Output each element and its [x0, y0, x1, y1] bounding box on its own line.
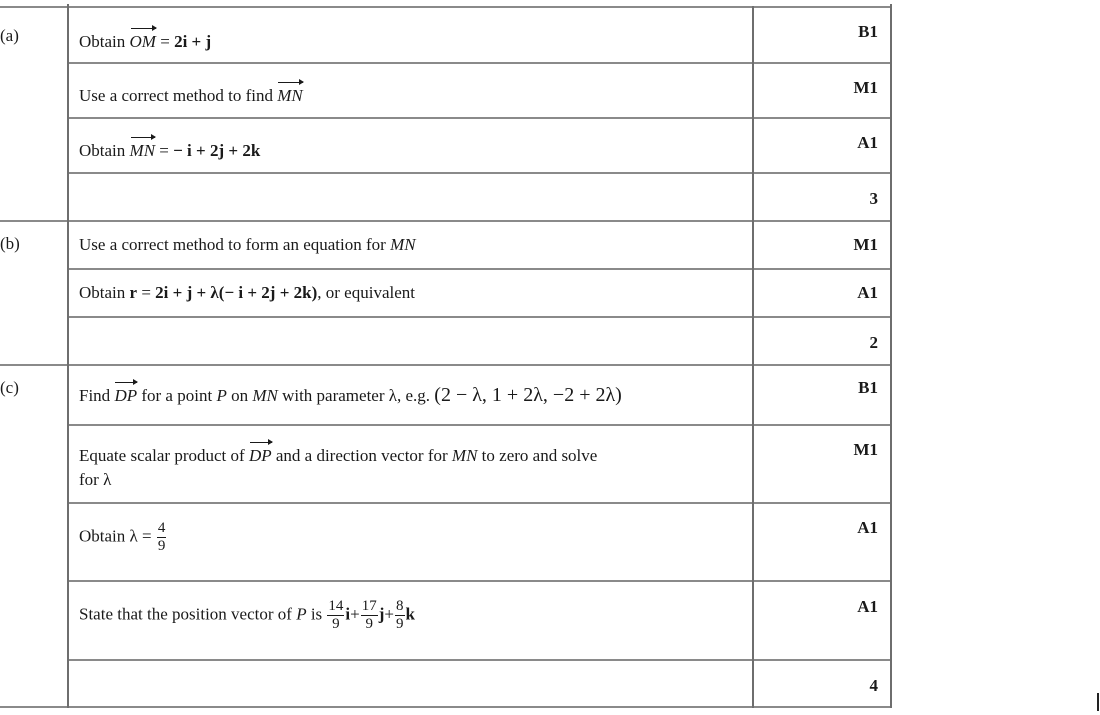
- point-p: P: [296, 604, 307, 624]
- unit-k: k: [405, 604, 415, 624]
- row-divider: [67, 62, 892, 64]
- mark-a1: A1: [857, 518, 878, 537]
- part-total-c: 4: [869, 676, 878, 695]
- label-column-divider: [67, 4, 69, 708]
- mark-a1: A1: [857, 283, 878, 302]
- row-divider: [67, 316, 892, 318]
- denominator: 9: [365, 616, 373, 632]
- line-mn: MN: [252, 386, 278, 405]
- part-total-a: 3: [869, 189, 878, 208]
- table-bottom-border: [0, 706, 892, 708]
- mark-m1: M1: [853, 78, 878, 97]
- mark-column-divider: [752, 6, 754, 708]
- row-divider: [67, 502, 892, 504]
- plus: +: [384, 604, 395, 624]
- text-cursor: [1097, 693, 1099, 711]
- step-text: is: [306, 604, 327, 624]
- step-text: State that the position vector of: [79, 604, 297, 624]
- mark-b1: B1: [858, 378, 878, 397]
- unit-i: i: [345, 604, 351, 624]
- step-text: Obtain λ =: [79, 526, 156, 546]
- line-mn: MN: [451, 446, 478, 465]
- denominator: 9: [396, 616, 404, 632]
- step-obtain-om: [79, 27, 211, 54]
- expression: 2i + j: [174, 32, 212, 51]
- r-vector: r: [129, 283, 138, 302]
- expression: (2 − λ, 1 + 2λ, −2 + 2λ): [434, 384, 622, 406]
- expression: − i + 2j + 2k: [173, 141, 261, 160]
- step-scalar-product: [79, 441, 597, 492]
- step-text: and a direction vector for: [271, 446, 452, 465]
- part-label-a: (a): [0, 26, 19, 45]
- vector-mn: MN: [277, 81, 303, 108]
- step-method-mn: [79, 81, 303, 108]
- part-divider: [0, 220, 892, 222]
- step-form-equation: [79, 233, 416, 257]
- vector-dp: DP: [114, 381, 137, 408]
- step-text: for a point: [137, 386, 217, 405]
- row-divider: [67, 117, 892, 119]
- expression: 2i + j + λ(− i + 2j + 2k): [155, 283, 318, 302]
- equals: =: [155, 141, 174, 160]
- step-text: Obtain: [79, 283, 130, 302]
- row-divider: [67, 659, 892, 661]
- denominator: 9: [332, 616, 340, 632]
- row-divider: [67, 424, 892, 426]
- row-divider: [67, 268, 892, 270]
- line-mn: MN: [390, 235, 416, 254]
- fraction-14-9: [327, 598, 344, 633]
- vector-mn: MN: [130, 136, 156, 163]
- row-divider: [67, 172, 892, 174]
- step-text: Find: [79, 386, 115, 405]
- numerator: 17: [361, 598, 377, 614]
- step-text: with parameter λ, e.g.: [277, 386, 435, 405]
- mark-a1: A1: [857, 133, 878, 152]
- step-text: Equate scalar product of: [79, 446, 249, 465]
- step-obtain-lambda: [79, 520, 167, 555]
- mark-m1: M1: [853, 440, 878, 459]
- step-text: to zero and solve: [477, 446, 598, 465]
- part-label-c: (c): [0, 378, 19, 397]
- fraction-17-9: [361, 598, 378, 633]
- step-position-vector: [79, 598, 415, 633]
- table-right-border: [890, 4, 892, 708]
- step-text-line2: for λ: [79, 470, 112, 489]
- mark-a1: A1: [857, 597, 878, 616]
- numerator: 14: [328, 598, 344, 614]
- step-text: Obtain: [79, 32, 130, 51]
- vector-om: OM: [130, 27, 156, 54]
- step-text: Obtain: [79, 141, 130, 160]
- part-divider: [0, 364, 892, 366]
- step-text: Use a correct method to find: [79, 86, 278, 105]
- fraction-8-9: [395, 598, 405, 633]
- numerator: 8: [396, 598, 404, 614]
- fraction-4-9: [157, 520, 167, 555]
- table-top-border: [0, 6, 892, 8]
- step-text: Use a correct method to form an equation for: [79, 235, 391, 254]
- row-divider: [67, 580, 892, 582]
- step-text: , or equivalent: [317, 283, 415, 302]
- unit-j: j: [378, 604, 385, 624]
- step-find-dp: [79, 381, 622, 408]
- mark-m1: M1: [853, 235, 878, 254]
- part-label-b: (b): [0, 234, 20, 253]
- equals: =: [155, 32, 175, 51]
- step-obtain-mn: [79, 136, 260, 163]
- denominator: 9: [157, 538, 166, 554]
- equals: =: [137, 283, 156, 302]
- vector-dp: DP: [249, 441, 272, 468]
- step-obtain-r: [79, 281, 415, 305]
- numerator: 4: [157, 520, 166, 536]
- mark-b1: B1: [858, 22, 878, 41]
- part-total-b: 2: [869, 333, 878, 352]
- point-p: P: [216, 386, 227, 405]
- step-text: on: [226, 386, 253, 405]
- plus: +: [350, 604, 360, 624]
